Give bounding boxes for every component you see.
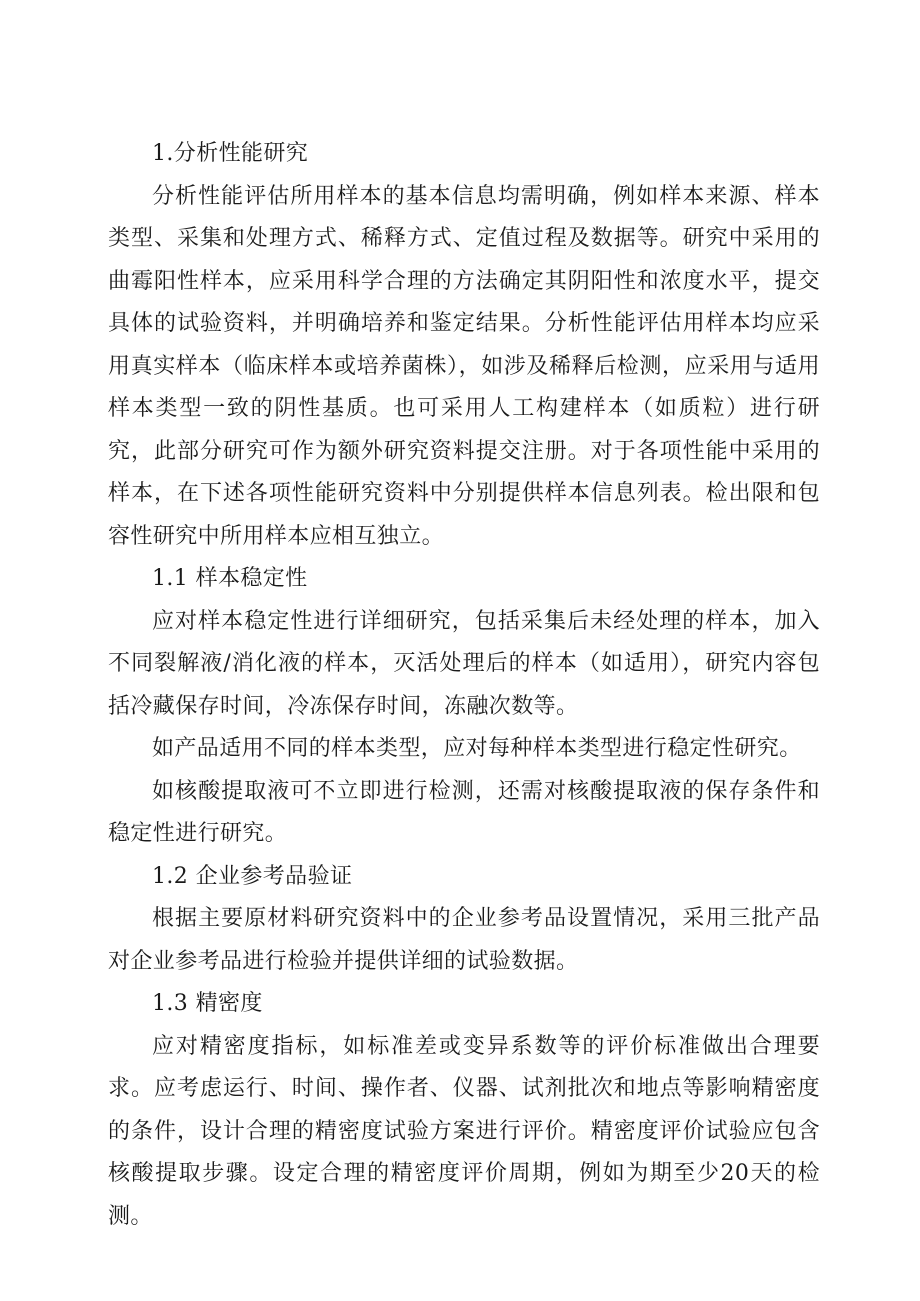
- section-heading-analytical-performance: 1.分析性能研究: [152, 141, 309, 166]
- paragraph-sample-info: 分析性能评估所用样本的基本信息均需明确，例如样本来源、样本类型、采集和处理方式、稀释方式、定值过程及数据等。研究中采用的曲霉阳性样本，应采用科学合理的方法确定其阴阳性和浓度水平，提交具体的试验资料，并明确培养和鉴定结果。分析性能评估用样本均应采用真实样本（临床样本或培养菌株），如涉及稀释后检测，应采用与适用样本类型一致的阴性基质。也可采用人工构建样本（如质粒）进行研究，此部分研究可作为额外研究资料提交注册。对于各项性能中采用的样本，在下述各项性能研究资料中分别提供样本信息列表。检出限和包容性研究中所用样本应相互独立。: [108, 183, 820, 549]
- section-heading-sample-stability: 1.1 样本稳定性: [152, 566, 308, 591]
- paragraph-nucleic-extract: 如核酸提取液可不立即进行检测，还需对核酸提取液的保存条件和稳定性进行研究。: [108, 778, 820, 846]
- paragraph-reference-verification: 根据主要原材料研究资料中的企业参考品设置情况，采用三批产品对企业参考品进行检验并提供详细的试验数据。: [108, 906, 820, 974]
- section-heading-reference-verification: 1.2 企业参考品验证: [152, 863, 353, 889]
- paragraph-sample-types: 如产品适用不同的样本类型，应对每种样本类型进行稳定性研究。: [152, 736, 802, 761]
- document-body: [108, 133, 820, 1238]
- paragraph-stability-study: 应对样本稳定性进行详细研究，包括采集后未经处理的样本，加入不同裂解液/消化液的样本，灭活处理后的样本（如适用），研究内容包括冷藏保存时间，冷冻保存时间，冻融次数等。: [108, 608, 820, 719]
- paragraph-precision: 应对精密度指标，如标准差或变异系数等的评价标准做出合理要求。应考虑运行、时间、操作者、仪器、试剂批次和地点等影响精密度的条件，设计合理的精密度试验方案进行评价。精密度评价试验应包含核酸提取步骤。设定合理的精密度评价周期，例如为期至少20天的检测。: [108, 1033, 820, 1229]
- section-heading-precision: 1.3 精密度: [152, 991, 263, 1016]
